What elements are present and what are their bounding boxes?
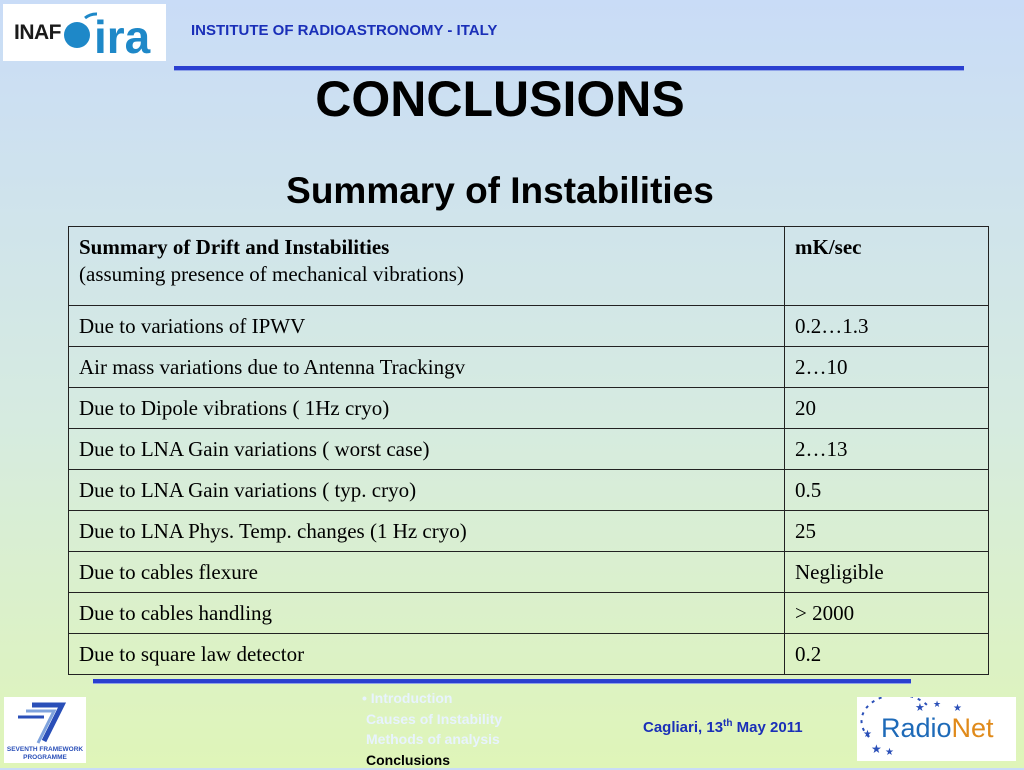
row-value: 20: [785, 388, 989, 429]
table-row: [69, 593, 989, 634]
ira-logo-text: ira: [94, 11, 151, 58]
footer-date: [643, 718, 803, 736]
nav-item-introduction[interactable]: • Introduction: [362, 688, 502, 709]
date-prefix: Cagliari, 13: [643, 719, 723, 736]
row-label: Due to Dipole vibrations ( 1Hz cryo): [69, 388, 785, 429]
ira-logo-icon: [63, 8, 153, 58]
row-label: Due to LNA Gain variations ( typ. cryo): [69, 470, 785, 511]
table-header-label: [69, 227, 785, 306]
row-value: > 2000: [785, 593, 989, 634]
row-label: Air mass variations due to Antenna Trackingv: [69, 347, 785, 388]
svg-text:★: ★: [871, 742, 882, 756]
page-title: CONCLUSIONS: [0, 70, 1000, 128]
row-value: 2…13: [785, 429, 989, 470]
bottom-divider: [93, 679, 911, 684]
instabilities-table: [68, 226, 989, 675]
date-suffix: May 2011: [733, 719, 803, 736]
radionet-text-radio: Radio: [881, 713, 952, 743]
table-row: [69, 388, 989, 429]
section-nav: [362, 688, 502, 770]
svg-text:★: ★: [915, 702, 925, 714]
table-row: [69, 470, 989, 511]
nav-item-causes[interactable]: Causes of Instability: [362, 709, 502, 730]
row-label: Due to LNA Phys. Temp. changes (1 Hz cryo): [69, 511, 785, 552]
row-label: Due to variations of IPWV: [69, 306, 785, 347]
fp7-logo: [4, 697, 86, 763]
row-label: Due to cables flexure: [69, 552, 785, 593]
radionet-text-net: Net: [952, 713, 995, 743]
svg-text:RadioNet: [881, 713, 994, 743]
svg-text:★: ★: [885, 747, 894, 758]
table-header-row: [69, 227, 989, 306]
fp7-line2: PROGRAMME: [23, 754, 67, 761]
nav-item-methods[interactable]: Methods of analysis: [362, 729, 502, 750]
svg-text:★: ★: [933, 699, 941, 709]
table-row: [69, 347, 989, 388]
svg-text:★: ★: [953, 703, 962, 714]
row-value: Negligible: [785, 552, 989, 593]
institute-name: INSTITUTE OF RADIOASTRONOMY - ITALY: [191, 22, 497, 39]
row-value: 25: [785, 511, 989, 552]
table-header-unit-text: mK/sec: [795, 235, 861, 259]
table-header-unit: [785, 227, 989, 306]
fp7-line1: SEVENTH FRAMEWORK: [7, 746, 84, 753]
table-row: [69, 634, 989, 675]
row-value: 2…10: [785, 347, 989, 388]
nav-item-conclusions[interactable]: Conclusions: [362, 750, 502, 770]
table-row: [69, 306, 989, 347]
fp7-emblem-icon: [4, 697, 86, 763]
inaf-logo-text: INAF: [14, 21, 61, 45]
row-label: Due to cables handling: [69, 593, 785, 634]
radionet-logo: [857, 697, 1016, 761]
date-sup: th: [723, 718, 732, 729]
radionet-emblem-icon: [857, 697, 1016, 761]
table-row: [69, 552, 989, 593]
row-label: Due to square law detector: [69, 634, 785, 675]
inaf-ira-logo: [3, 4, 166, 61]
table-row: [69, 511, 989, 552]
row-value: 0.2: [785, 634, 989, 675]
table-row: [69, 429, 989, 470]
row-value: 0.2…1.3: [785, 306, 989, 347]
table-header-subtitle: (assuming presence of mechanical vibrations): [79, 262, 774, 287]
page-subtitle: Summary of Instabilities: [0, 170, 1000, 212]
row-value: 0.5: [785, 470, 989, 511]
row-label: Due to LNA Gain variations ( worst case): [69, 429, 785, 470]
table-header-title: Summary of Drift and Instabilities: [79, 235, 774, 260]
svg-text:★: ★: [863, 729, 872, 740]
